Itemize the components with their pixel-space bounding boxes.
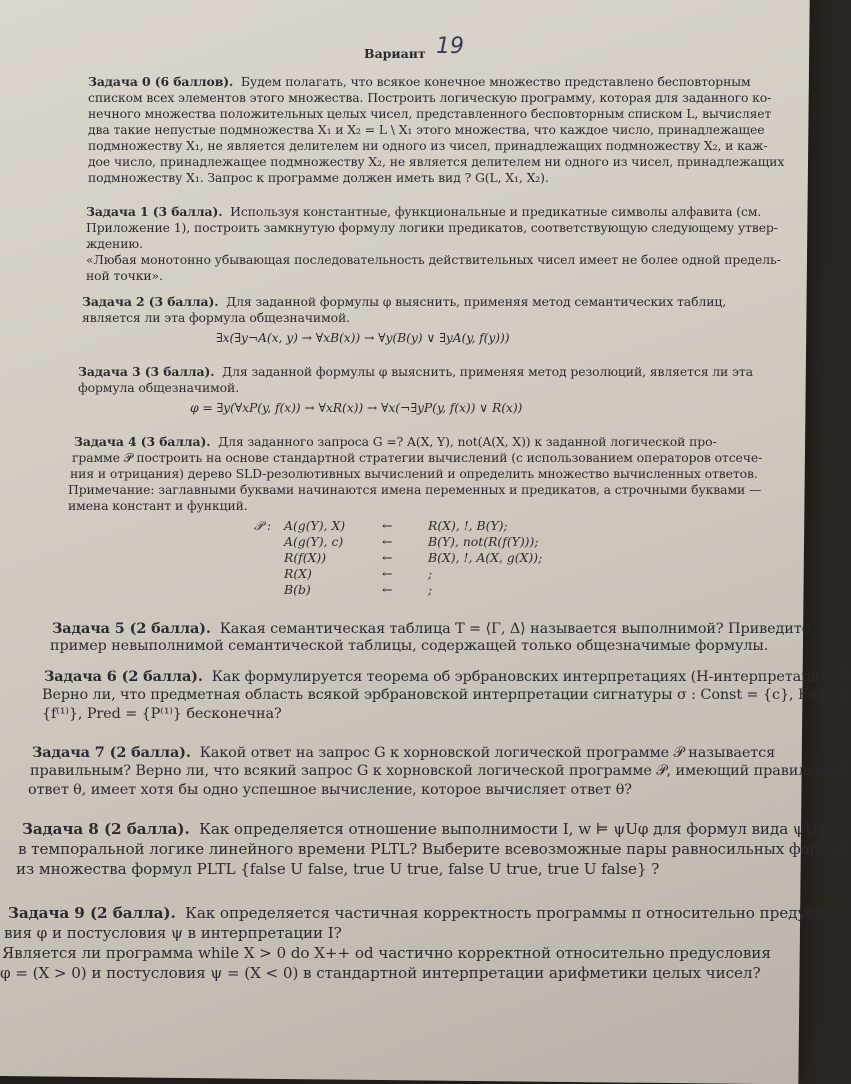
program-body: B(Y), not(R(f(Y))); xyxy=(428,534,539,549)
variant-label: Вариант xyxy=(364,46,426,61)
task-5-line-1: Задача 5 (2 балла). Какая семантическая таблица T = ⟨Γ, Δ⟩ называется выполнимой? Приведите xyxy=(52,620,811,637)
program-arrow: ← xyxy=(382,582,393,597)
task-4-line: ния и отрицания) дерево SLD-резолютивных вычислений и определить множество вычисленных ответов. xyxy=(70,466,758,481)
task-6-title: Задача 6 (2 балла). xyxy=(44,668,203,685)
program-arrow: ← xyxy=(382,518,393,533)
program-head: R(f(X)) xyxy=(284,550,327,565)
program-head: A(g(Y), X) xyxy=(284,518,346,533)
task-9-line: φ = (X > 0) и постусловия ψ = (X < 0) в стандартной интерпретации арифметики целых чисел? xyxy=(0,964,761,982)
task-2-line-1: Задача 2 (3 балла). Для заданной формулы φ выяснить, применяя метод семантических таблиц, xyxy=(82,294,727,309)
task-6-line-1: Задача 6 (2 балла). Как формулируется теорема об эрбрановских интерпретациях (H-интерпретациях)? xyxy=(44,668,850,685)
program-body: ; xyxy=(428,566,433,581)
program-body: ; xyxy=(428,582,433,597)
task-1-line: ждению. xyxy=(86,236,143,251)
task-3-formula: φ = ∃y(∀xP(y, f(x)) → ∀xR(x)) → ∀x(¬∃yP(y, f(x)) ∨ R(x)) xyxy=(190,400,523,415)
task-0-line-1: Задача 0 (6 баллов). Будем полагать, что всякое конечное множество представлено бесповторным xyxy=(88,74,751,89)
program-arrow: ← xyxy=(382,566,393,581)
task-7-line-1: Задача 7 (2 балла). Какой ответ на запрос G к хорновской логической программе 𝒫 называется xyxy=(32,744,776,761)
task-6-line: {f⁽¹⁾}, Pred = {P⁽¹⁾} бесконечна? xyxy=(42,706,282,722)
task-1-line-1: Задача 1 (3 балла). Используя константные, функциональные и предикатные символы алфавита (см. xyxy=(86,204,762,219)
task-6-line: Верно ли, что предметная область всякой эрбрановской интерпретации сигнатуры σ : Const = {c}, Func = xyxy=(42,687,851,703)
task-9-title: Задача 9 (2 балла). xyxy=(8,904,176,922)
task-0-line: подмножеству X₁. Запрос к программе должен иметь вид ? G(L, X₁, X₂). xyxy=(88,170,549,185)
program-head: B(b) xyxy=(284,582,311,597)
task-0-line: дое число, принадлежащее подмножеству X₂, не является делителем ни одного из чисел, принадлежащих xyxy=(88,154,785,169)
task-8-line: в темпоральной логике линейного времени PLTL? Выберите всевозможные пары равносильных формул xyxy=(18,840,850,858)
task-5-line: пример невыполнимой семантической таблицы, содержащей только общезначимые формулы. xyxy=(50,638,769,654)
task-0-line: подмножеству X₁, не является делителем ни одного из чисел, принадлежащих подмножеству X₂, и каж- xyxy=(88,138,768,153)
task-7-line: правильным? Верно ли, что всякий запрос G к хорновской логической программе 𝒫, имеющий правильный xyxy=(30,763,846,779)
task-7-line: ответ θ, имеет хотя бы одно успешное вычисление, которое вычисляет ответ θ? xyxy=(28,782,632,798)
task-1-line: «Любая монотонно убывающая последовательность действительных чисел имеет не более одной предель- xyxy=(86,252,781,267)
task-4-line: грамме 𝒫 построить на основе стандартной стратегии вычислений (с использованием операторов отсече- xyxy=(72,450,763,465)
task-5-title: Задача 5 (2 балла). xyxy=(52,620,211,637)
program-head: A(g(Y), c) xyxy=(284,534,344,549)
task-4-line-1: Задача 4 (3 балла). Для заданного запроса G =? A(X, Y), not(A(X, X)) к заданной логической про- xyxy=(74,434,717,449)
task-0-title: Задача 0 (6 баллов). xyxy=(88,74,234,89)
program-arrow: ← xyxy=(382,534,393,549)
task-7-title: Задача 7 (2 балла). xyxy=(32,744,191,761)
task-4-title: Задача 4 (3 балла). xyxy=(74,434,211,449)
task-2-formula: ∃x(∃y¬A(x, y) → ∀xB(x)) → ∀y(B(y) ∨ ∃yA(y, f(y))) xyxy=(216,330,510,345)
task-8-title: Задача 8 (2 балла). xyxy=(22,820,190,838)
variant-number-handwritten: 19 xyxy=(436,34,464,59)
task-2-line: является ли эта формула общезначимой. xyxy=(82,310,350,325)
task-3-line-1: Задача 3 (3 балла). Для заданной формулы φ выяснить, применяя метод резолюций, является ли эта xyxy=(78,364,753,379)
task-0-line: списком всех элементов этого множества. Построить логическую программу, которая для заданного ко- xyxy=(88,90,772,105)
program-arrow: ← xyxy=(382,550,393,565)
program-head: R(X) xyxy=(284,566,312,581)
task-9-line-1: Задача 9 (2 балла). Как определяется частичная корректность программы π относительно предусло- xyxy=(8,904,839,922)
task-3-title: Задача 3 (3 балла). xyxy=(78,364,215,379)
task-9-line: Является ли программа while X > 0 do X++ od частично корректной относительно предусловия xyxy=(2,944,771,962)
program-body: R(X), !, B(Y); xyxy=(428,518,508,533)
task-4-line: имена констант и функций. xyxy=(68,498,248,513)
task-8-line-1: Задача 8 (2 балла). Как определяется отношение выполнимости I, w ⊨ ψUφ для формул вида ψUφ xyxy=(22,820,828,838)
task-2-title: Задача 2 (3 балла). xyxy=(82,294,219,309)
task-0-line: нечного множества положительных целых чисел, представленного бесповторным списком L, вычисляет xyxy=(88,106,772,121)
task-1-line: ной точки». xyxy=(86,268,163,283)
task-4-line: Примечание: заглавными буквами начинаются имена переменных и предикатов, а строчными буквами — xyxy=(68,482,762,497)
task-9-line: вия φ и постусловия ψ в интерпретации I? xyxy=(4,924,342,942)
task-0-line: два такие непустые подмножества X₁ и X₂ = L \ X₁ этого множества, что каждое число, принадлежащее xyxy=(88,122,765,137)
task-8-line: из множества формул PLTL {false U false, true U true, false U true, true U false} ? xyxy=(16,860,660,878)
program-body: B(X), !, A(X, g(X)); xyxy=(428,550,543,565)
task-1-line: Приложение 1), построить замкнутую формулу логики предикатов, соответствующую следующему утвер- xyxy=(86,220,778,235)
program-label: 𝒫 : xyxy=(254,518,272,533)
task-3-line: формула общезначимой. xyxy=(78,380,240,395)
task-1-title: Задача 1 (3 балла). xyxy=(86,204,223,219)
